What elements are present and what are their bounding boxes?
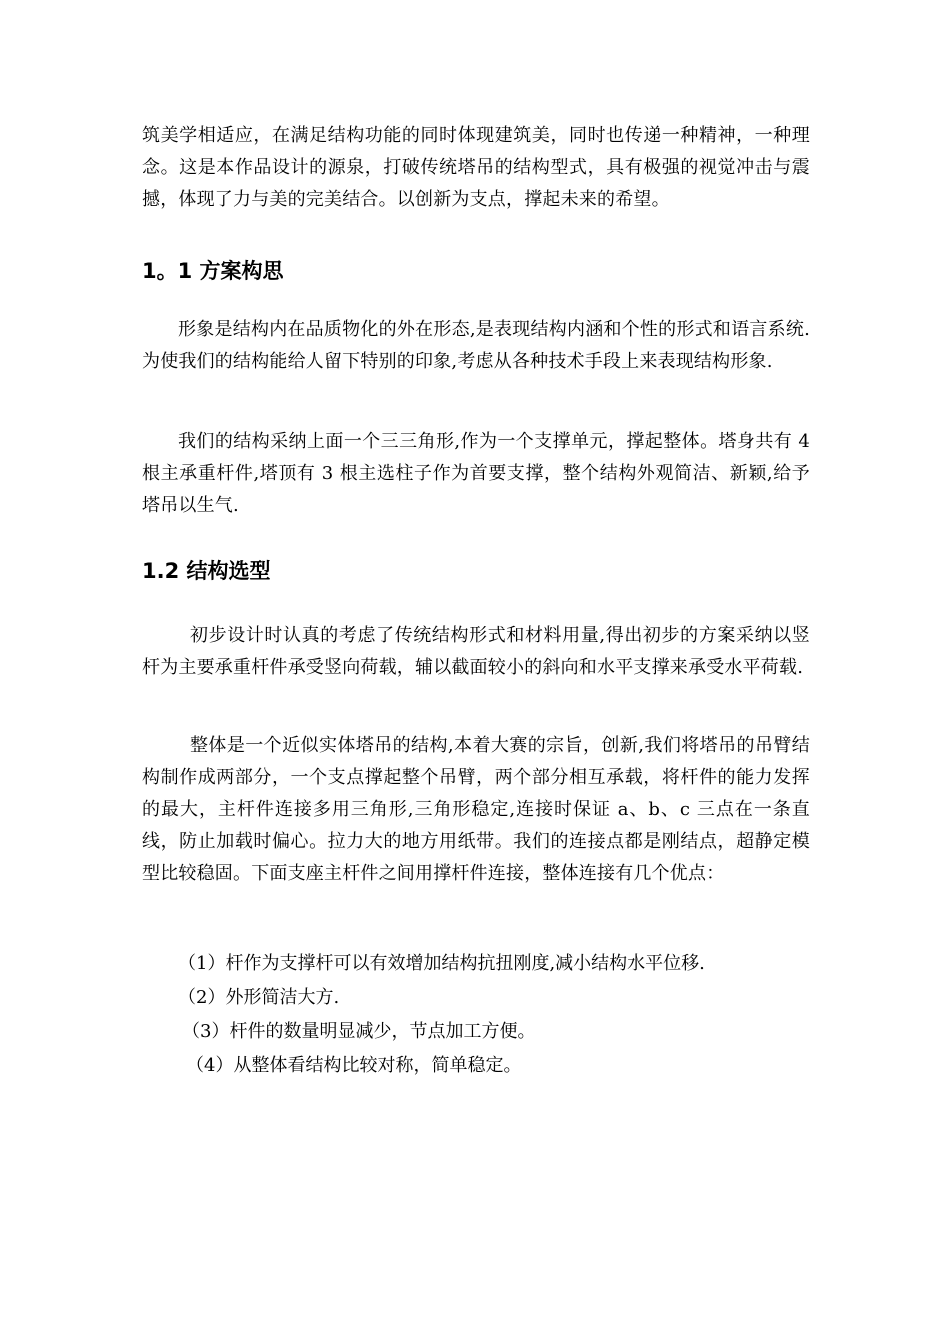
section-1-1-paragraph-1: 形象是结构内在品质物化的外在形态,是表现结构内涵和个性的形式和语言系统.为使我们的结构能给人留下特别的印象,考虑从各种技术手段上来表现结构形象. [142, 319, 810, 372]
advantage-item-3: （3）杆件的数量明显减少，节点加工方便。 [182, 1021, 536, 1042]
section-heading-1-1: 1。1 方案构思 [142, 259, 284, 283]
section-1-1-paragraph-2: 我们的结构采纳上面一个三三角形,作为一个支撑单元，撑起整体。塔身共有 4 根主承重杆件,塔顶有 3 根主选柱子作为首要支撑，整个结构外观简洁、新颖,给予塔吊以生气. [142, 431, 810, 516]
section-heading-1-2: 1.2 结构选型 [142, 559, 271, 583]
advantage-item-2: （2）外形简洁大方. [178, 987, 340, 1008]
section-1-2-paragraph-2: 整体是一个近似实体塔吊的结构,本着大赛的宗旨，创新,我们将塔吊的吊臂结构制作成两部分，一个支点撑起整个吊臂，两个部分相互承载，将杆件的能力发挥的最大，主杆件连接多用三角形,三角形稳定,连接时保证 a、b、c 三点在一条直线，防止加载时偏心。拉力大的地方用纸带。我们的连接点都是刚结点，超静定模型比较稳固。下面支座主杆件之间用撑杆件连接，整体连接有几个优点： [142, 735, 810, 884]
section-1-2-paragraph-1: 初步设计时认真的考虑了传统结构形式和材料用量,得出初步的方案采纳以竖杆为主要承重杆件承受竖向荷载，辅以截面较小的斜向和水平支撑来承受水平荷载. [142, 625, 810, 678]
advantage-item-4: （4）从整体看结构比较对称，简单稳定。 [186, 1055, 522, 1076]
advantage-item-1: （1）杆作为支撑杆可以有效增加结构抗扭刚度,减小结构水平位移. [178, 953, 705, 974]
intro-paragraph: 筑美学相适应，在满足结构功能的同时体现建筑美，同时也传递一种精神，一种理念。这是本作品设计的源泉，打破传统塔吊的结构型式，具有极强的视觉冲击与震撼，体现了力与美的完美结合。以创新为支点，撑起未来的希望。 [142, 125, 810, 210]
